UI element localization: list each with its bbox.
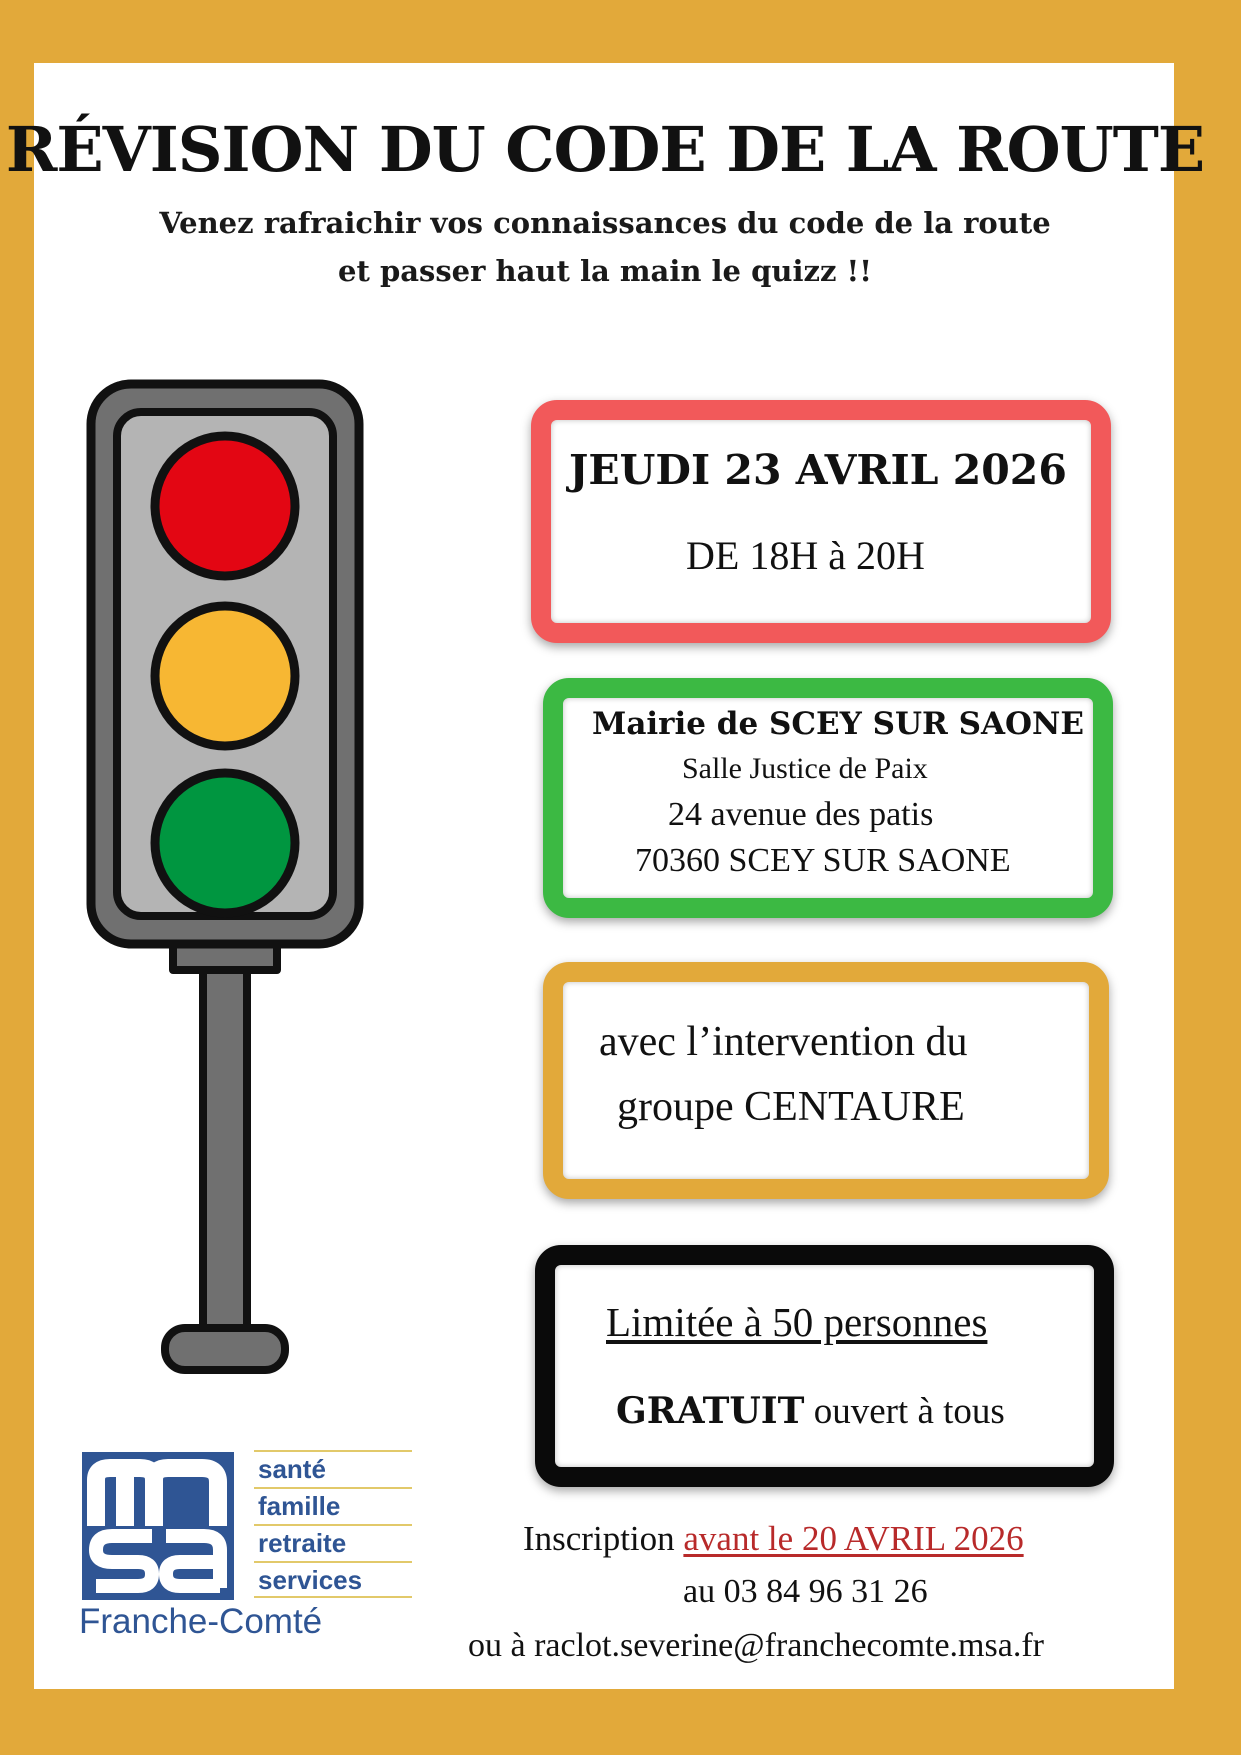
msa-tagline bbox=[254, 1450, 412, 1598]
tagline-word: services bbox=[254, 1561, 412, 1598]
intervention-box bbox=[543, 962, 1109, 1199]
event-date: JEUDI 23 AVRIL 2026 bbox=[569, 446, 1067, 494]
venue-city: 70360 SCEY SUR SAONE bbox=[635, 842, 1011, 879]
registration-phone[interactable]: au 03 84 96 31 26 bbox=[683, 1573, 928, 1610]
venue-room: Salle Justice de Paix bbox=[682, 752, 928, 785]
msa-mark bbox=[82, 1452, 234, 1600]
registration-email[interactable]: ou à raclot.severine@franchecomte.msa.fr bbox=[468, 1627, 1044, 1664]
amber-light bbox=[155, 606, 295, 746]
msa-region: Franche-Comté bbox=[79, 1602, 323, 1641]
msa-monogram-icon bbox=[82, 1452, 234, 1600]
venue-street: 24 avenue des patis bbox=[668, 796, 934, 833]
subtitle-line-2: et passer haut la main le quizz !! bbox=[338, 254, 872, 288]
traffic-light-icon bbox=[85, 378, 365, 1383]
open-to-all: ouvert à tous bbox=[804, 1391, 1005, 1432]
capacity-limit: Limitée à 50 personnes bbox=[606, 1299, 988, 1345]
registration-prefix: Inscription bbox=[523, 1519, 684, 1558]
event-time: DE 18H à 20H bbox=[686, 533, 925, 578]
free-entry bbox=[616, 1390, 1005, 1433]
green-light bbox=[155, 773, 295, 913]
date-box bbox=[531, 400, 1111, 643]
registration-line bbox=[523, 1519, 1024, 1559]
capacity-box bbox=[535, 1245, 1114, 1487]
tagline-word: retraite bbox=[254, 1524, 412, 1561]
red-light bbox=[155, 436, 295, 576]
free-label: GRATUIT bbox=[616, 1390, 805, 1432]
tagline-word: famille bbox=[254, 1487, 412, 1524]
intervention-line-1: avec l’intervention du bbox=[599, 1019, 968, 1065]
registration-deadline: avant le 20 AVRIL 2026 bbox=[683, 1519, 1024, 1558]
tagline-word: santé bbox=[254, 1450, 412, 1487]
subtitle-line-1: Venez rafraichir vos connaissances du code de la route bbox=[159, 206, 1051, 240]
intervention-line-2: groupe CENTAURE bbox=[617, 1084, 965, 1130]
venue-name: Mairie de SCEY SUR SAONE bbox=[592, 706, 1084, 742]
page-title: RÉVISION DU CODE DE LA ROUTE bbox=[5, 113, 1205, 186]
msa-logo bbox=[76, 1444, 416, 1649]
